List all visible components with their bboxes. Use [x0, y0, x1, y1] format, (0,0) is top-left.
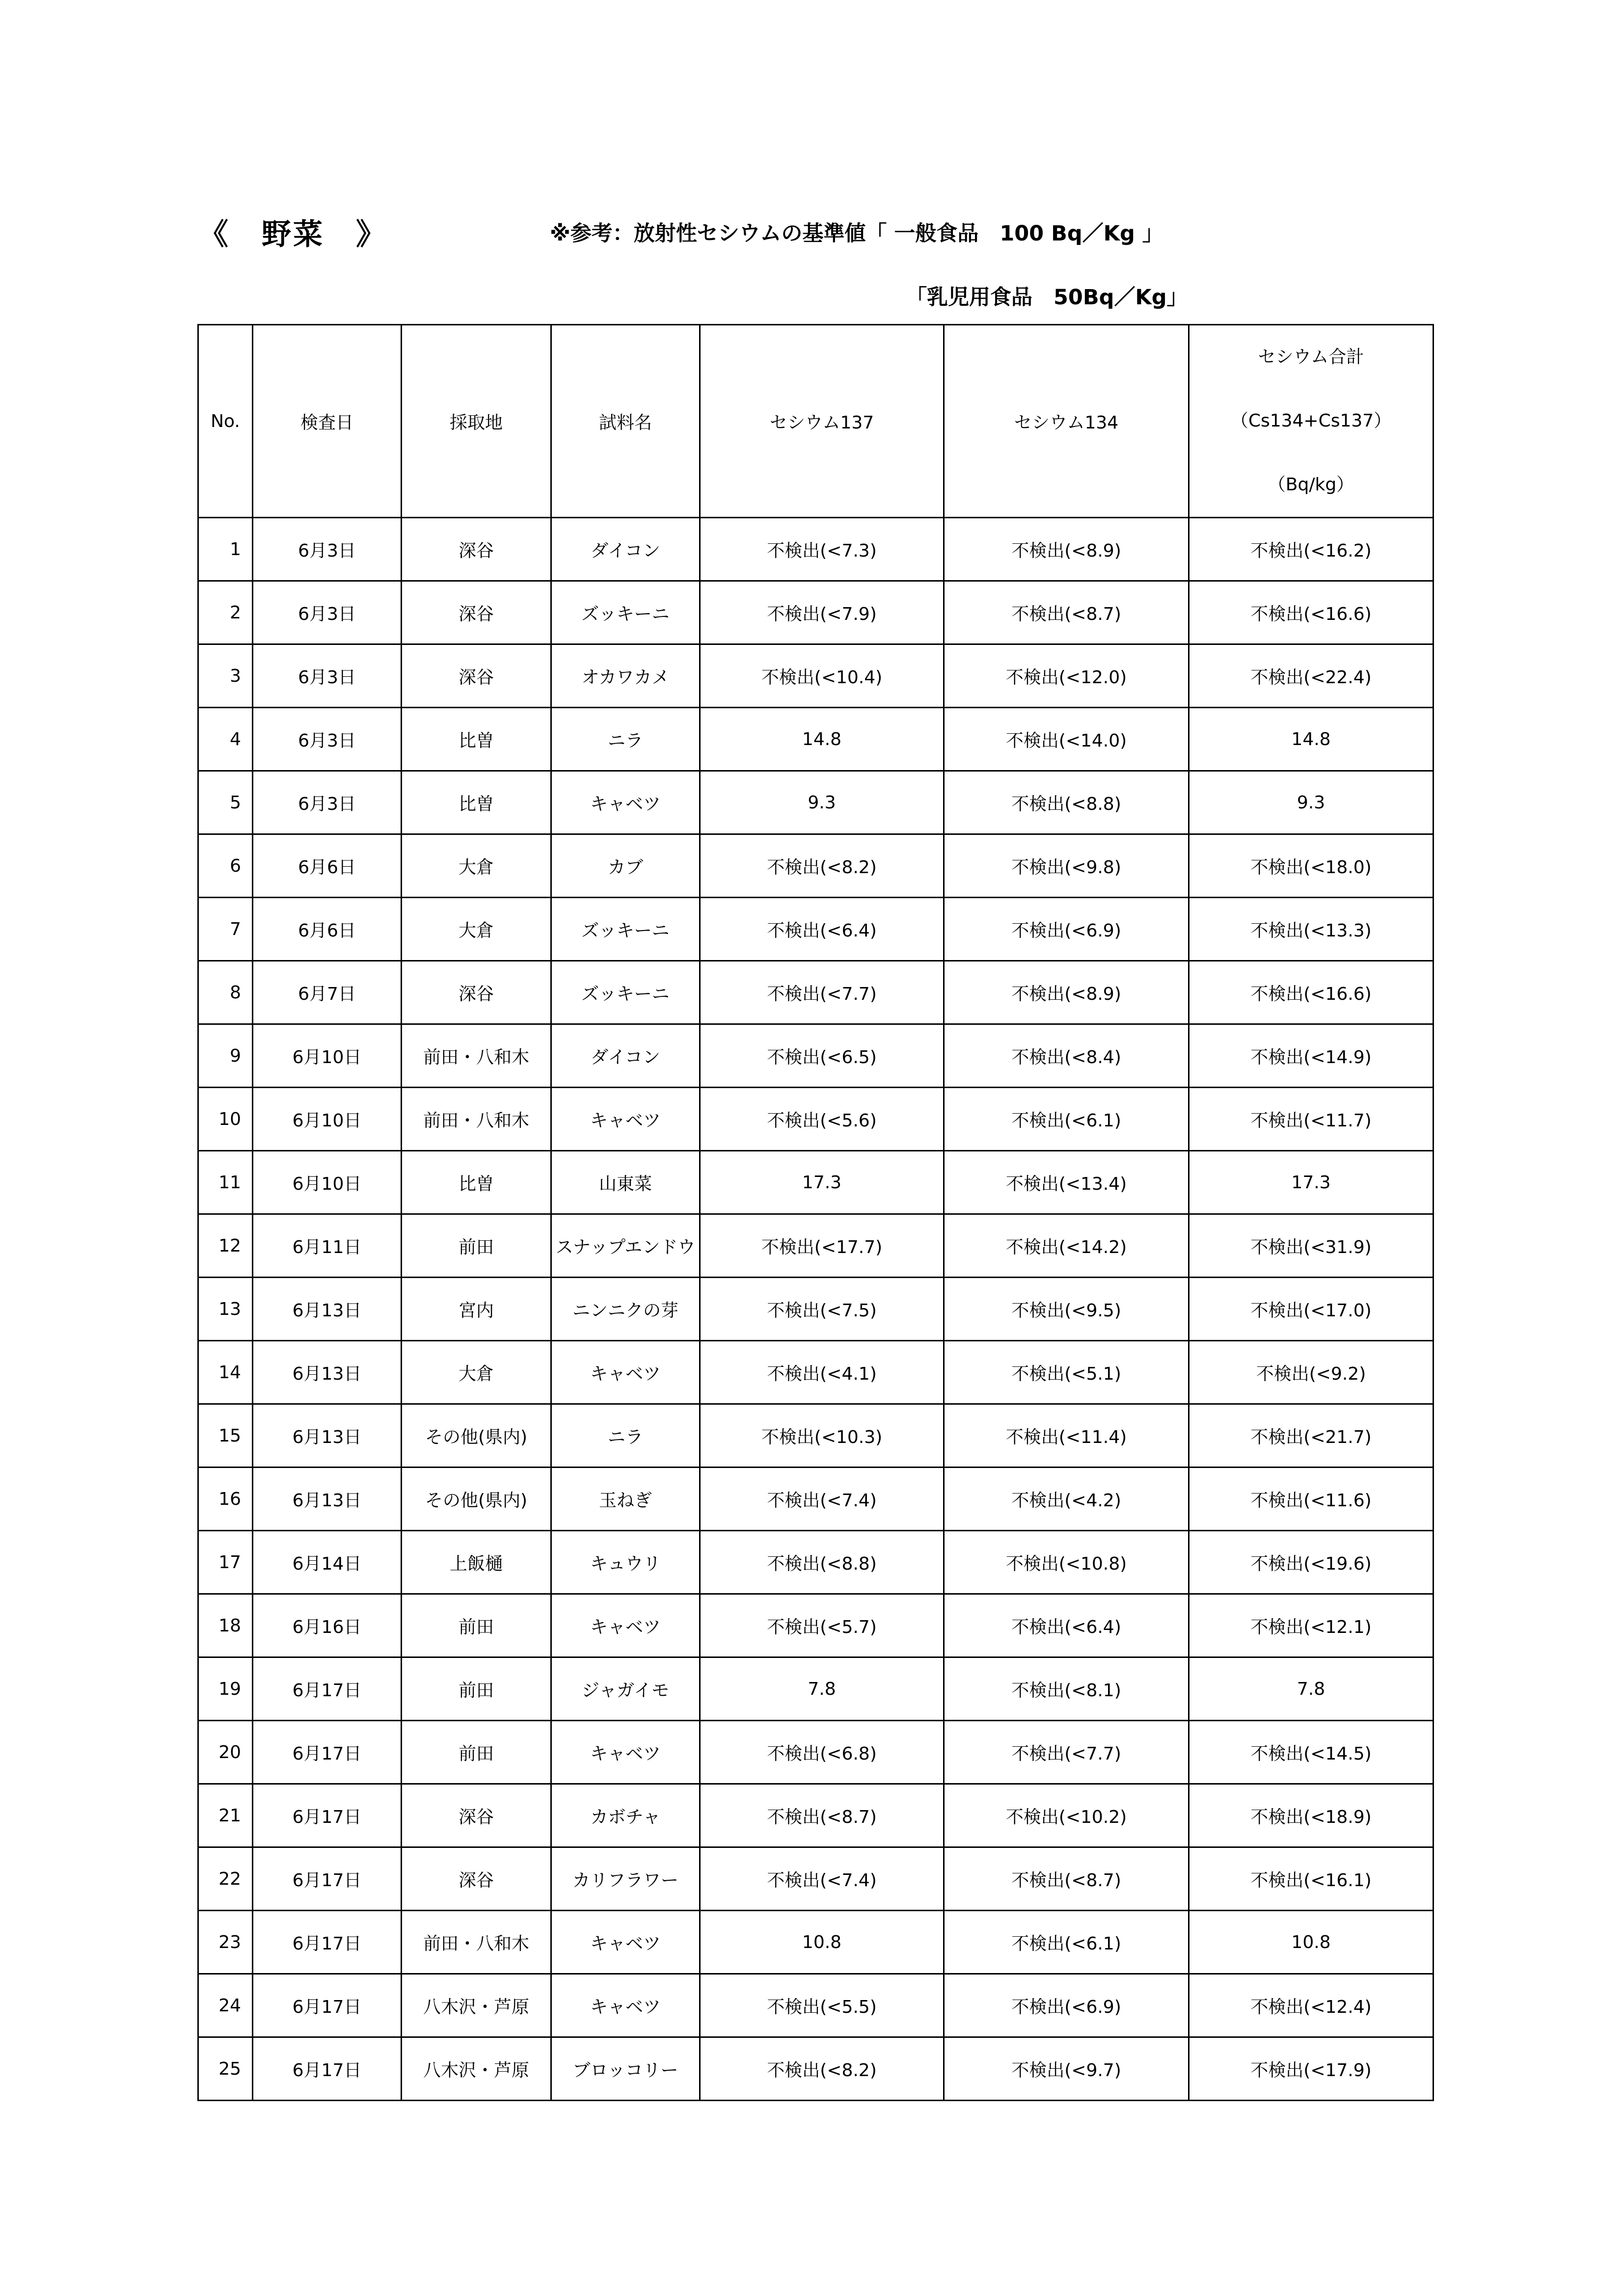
cell-cs134: 不検出(<14.2) [944, 1214, 1189, 1278]
header-total-line3: （Bq/kg） [1268, 475, 1354, 495]
header-location: 採取地 [402, 325, 551, 518]
cell-sample: ダイコン [551, 1024, 700, 1088]
cell-location: 深谷 [402, 961, 551, 1024]
cell-location: 比曽 [402, 1151, 551, 1214]
cell-date: 6月10日 [253, 1024, 402, 1088]
table-row [198, 1911, 1434, 1974]
reference-general-limit: ※参考：放射性セシウムの基準値「 一般食品 100 Bq／Kg 」 [550, 221, 1163, 246]
cell-date: 6月3日 [253, 518, 402, 581]
cell-total: 17.3 [1189, 1151, 1434, 1214]
cell-sample: ズッキーニ [551, 581, 700, 644]
cell-cs137: 不検出(<5.6) [700, 1088, 944, 1151]
table-row [198, 518, 1434, 581]
cell-cs134: 不検出(<8.9) [944, 518, 1189, 581]
cell-cs137: 不検出(<7.4) [700, 1847, 944, 1911]
cell-location: 深谷 [402, 1784, 551, 1847]
cell-no: 5 [198, 771, 253, 834]
cell-date: 6月6日 [253, 898, 402, 961]
table-row [198, 1784, 1434, 1847]
table-row [198, 1278, 1434, 1341]
cell-cs137: 不検出(<5.7) [700, 1594, 944, 1657]
cell-cs134: 不検出(<6.1) [944, 1088, 1189, 1151]
cell-cs134: 不検出(<12.0) [944, 644, 1189, 708]
cell-location: 前田・八和木 [402, 1911, 551, 1974]
cell-cs137: 不検出(<7.3) [700, 518, 944, 581]
cell-location: 前田 [402, 1214, 551, 1278]
table-row [198, 1721, 1434, 1784]
cell-date: 6月17日 [253, 1784, 402, 1847]
cell-total: 10.8 [1189, 1911, 1434, 1974]
cell-location: 大倉 [402, 834, 551, 898]
table-row [198, 771, 1434, 834]
cell-total: 不検出(<21.7) [1189, 1404, 1434, 1468]
cell-no: 21 [198, 1784, 253, 1847]
cell-location: 深谷 [402, 581, 551, 644]
cell-location: 比曽 [402, 708, 551, 771]
header-cs134: セシウム134 [944, 325, 1189, 518]
cell-cs137: 不検出(<6.8) [700, 1721, 944, 1784]
cell-cs137: 不検出(<7.4) [700, 1468, 944, 1531]
table-row [198, 1657, 1434, 1721]
cell-cs134: 不検出(<9.7) [944, 2037, 1189, 2101]
cell-cs134: 不検出(<6.4) [944, 1594, 1189, 1657]
cell-sample: オカワカメ [551, 644, 700, 708]
cell-cs134: 不検出(<5.1) [944, 1341, 1189, 1404]
cell-cs134: 不検出(<9.8) [944, 834, 1189, 898]
cell-cs134: 不検出(<6.1) [944, 1911, 1189, 1974]
table-row [198, 1341, 1434, 1404]
cell-no: 7 [198, 898, 253, 961]
cell-cs134: 不検出(<8.8) [944, 771, 1189, 834]
cell-date: 6月17日 [253, 1721, 402, 1784]
cell-cs134: 不検出(<8.1) [944, 1657, 1189, 1721]
cell-no: 23 [198, 1911, 253, 1974]
cell-no: 17 [198, 1531, 253, 1594]
cell-location: 深谷 [402, 518, 551, 581]
cell-sample: 玉ねぎ [551, 1468, 700, 1531]
cell-sample: 山東菜 [551, 1151, 700, 1214]
cell-date: 6月14日 [253, 1531, 402, 1594]
cell-date: 6月13日 [253, 1278, 402, 1341]
cell-location: 八木沢・芦原 [402, 1974, 551, 2037]
cell-no: 20 [198, 1721, 253, 1784]
cell-sample: カブ [551, 834, 700, 898]
cell-cs134: 不検出(<8.4) [944, 1024, 1189, 1088]
cell-sample: ブロッコリー [551, 2037, 700, 2101]
cell-cs134: 不検出(<8.9) [944, 961, 1189, 1024]
cell-sample: キャベツ [551, 1974, 700, 2037]
header-total-line2: （Cs134+Cs137） [1230, 411, 1392, 431]
cell-location: 深谷 [402, 1847, 551, 1911]
header-cs137: セシウム137 [700, 325, 944, 518]
cell-cs137: 9.3 [700, 771, 944, 834]
cell-total: 不検出(<18.9) [1189, 1784, 1434, 1847]
cell-date: 6月17日 [253, 1974, 402, 2037]
table-row [198, 1088, 1434, 1151]
cell-location: 前田・八和木 [402, 1088, 551, 1151]
header-total-line1: セシウム合計 [1258, 347, 1364, 367]
table-row [198, 1974, 1434, 2037]
table-row [198, 1024, 1434, 1088]
cell-cs137: 7.8 [700, 1657, 944, 1721]
cesium-results-table [197, 324, 1434, 2101]
cell-cs137: 不検出(<7.9) [700, 581, 944, 644]
cell-total: 14.8 [1189, 708, 1434, 771]
cell-total: 不検出(<16.1) [1189, 1847, 1434, 1911]
cell-location: 前田 [402, 1657, 551, 1721]
table-row [198, 644, 1434, 708]
cell-total: 7.8 [1189, 1657, 1434, 1721]
cell-total: 不検出(<18.0) [1189, 834, 1434, 898]
cell-no: 25 [198, 2037, 253, 2101]
table-row [198, 2037, 1434, 2101]
cell-no: 19 [198, 1657, 253, 1721]
cell-total: 9.3 [1189, 771, 1434, 834]
cell-location: 大倉 [402, 898, 551, 961]
cell-no: 8 [198, 961, 253, 1024]
table-row [198, 1531, 1434, 1594]
cell-total: 不検出(<11.6) [1189, 1468, 1434, 1531]
cell-date: 6月16日 [253, 1594, 402, 1657]
cell-sample: キャベツ [551, 1911, 700, 1974]
cell-cs137: 不検出(<8.8) [700, 1531, 944, 1594]
table-row [198, 1214, 1434, 1278]
cell-no: 9 [198, 1024, 253, 1088]
cell-location: その他(県内) [402, 1468, 551, 1531]
cell-location: その他(県内) [402, 1404, 551, 1468]
cell-location: 比曽 [402, 771, 551, 834]
cell-no: 4 [198, 708, 253, 771]
cell-location: 大倉 [402, 1341, 551, 1404]
cell-no: 24 [198, 1974, 253, 2037]
cell-cs134: 不検出(<8.7) [944, 581, 1189, 644]
cell-total: 不検出(<14.5) [1189, 1721, 1434, 1784]
header-sample: 試料名 [551, 325, 700, 518]
cell-cs134: 不検出(<7.7) [944, 1721, 1189, 1784]
cell-date: 6月17日 [253, 1657, 402, 1721]
cell-date: 6月17日 [253, 1847, 402, 1911]
cell-total: 不検出(<12.1) [1189, 1594, 1434, 1657]
cell-location: 八木沢・芦原 [402, 2037, 551, 2101]
cell-no: 14 [198, 1341, 253, 1404]
cell-cs137: 不検出(<8.7) [700, 1784, 944, 1847]
cell-cs137: 14.8 [700, 708, 944, 771]
cell-sample: キャベツ [551, 771, 700, 834]
table-header [198, 325, 1434, 518]
cell-cs134: 不検出(<6.9) [944, 898, 1189, 961]
cell-sample: キュウリ [551, 1531, 700, 1594]
table-row [198, 834, 1434, 898]
table-row [198, 1468, 1434, 1531]
cell-date: 6月3日 [253, 644, 402, 708]
cell-sample: ズッキーニ [551, 898, 700, 961]
cell-no: 3 [198, 644, 253, 708]
table-row [198, 961, 1434, 1024]
reference-infant-limit: 「乳児用食品 50Bq／Kg」 [906, 285, 1188, 310]
cell-sample: カボチャ [551, 1784, 700, 1847]
cell-total: 不検出(<16.2) [1189, 518, 1434, 581]
cell-no: 1 [198, 518, 253, 581]
cell-cs137: 17.3 [700, 1151, 944, 1214]
cell-cs137: 不検出(<17.7) [700, 1214, 944, 1278]
cell-cs137: 不検出(<10.3) [700, 1404, 944, 1468]
cell-cs134: 不検出(<11.4) [944, 1404, 1189, 1468]
cell-cs137: 不検出(<4.1) [700, 1341, 944, 1404]
cell-sample: ダイコン [551, 518, 700, 581]
cell-sample: カリフラワー [551, 1847, 700, 1911]
table-row [198, 1404, 1434, 1468]
cell-total: 不検出(<16.6) [1189, 961, 1434, 1024]
cell-total: 不検出(<17.0) [1189, 1278, 1434, 1341]
cell-cs134: 不検出(<10.8) [944, 1531, 1189, 1594]
cell-no: 6 [198, 834, 253, 898]
cell-location: 上飯樋 [402, 1531, 551, 1594]
cell-sample: スナップエンドウ [551, 1214, 700, 1278]
cell-date: 6月13日 [253, 1468, 402, 1531]
table-row [198, 898, 1434, 961]
cell-no: 16 [198, 1468, 253, 1531]
table-row [198, 1151, 1434, 1214]
cell-sample: ジャガイモ [551, 1657, 700, 1721]
cell-date: 6月17日 [253, 1911, 402, 1974]
cell-date: 6月3日 [253, 771, 402, 834]
table-row [198, 581, 1434, 644]
header-no: No. [198, 325, 253, 518]
table-row [198, 1594, 1434, 1657]
cell-date: 6月11日 [253, 1214, 402, 1278]
header-date: 検査日 [253, 325, 402, 518]
cell-cs134: 不検出(<8.7) [944, 1847, 1189, 1911]
cell-cs134: 不検出(<9.5) [944, 1278, 1189, 1341]
cell-total: 不検出(<17.9) [1189, 2037, 1434, 2101]
cell-sample: ニラ [551, 1404, 700, 1468]
cell-total: 不検出(<14.9) [1189, 1024, 1434, 1088]
cell-no: 12 [198, 1214, 253, 1278]
cell-date: 6月10日 [253, 1088, 402, 1151]
header-total [1189, 325, 1434, 518]
cell-cs137: 不検出(<8.2) [700, 834, 944, 898]
table-row [198, 1847, 1434, 1911]
section-title: 《 野菜 》 [199, 217, 387, 252]
cell-cs137: 不検出(<7.5) [700, 1278, 944, 1341]
cell-location: 前田・八和木 [402, 1024, 551, 1088]
cell-total: 不検出(<22.4) [1189, 644, 1434, 708]
cell-sample: ニラ [551, 708, 700, 771]
cell-location: 前田 [402, 1721, 551, 1784]
cell-total: 不検出(<12.4) [1189, 1974, 1434, 2037]
cell-cs134: 不検出(<6.9) [944, 1974, 1189, 2037]
cell-no: 11 [198, 1151, 253, 1214]
cell-cs134: 不検出(<14.0) [944, 708, 1189, 771]
cell-no: 13 [198, 1278, 253, 1341]
cell-cs137: 不検出(<7.7) [700, 961, 944, 1024]
cell-cs134: 不検出(<4.2) [944, 1468, 1189, 1531]
cell-sample: キャベツ [551, 1088, 700, 1151]
header-row [198, 325, 1434, 518]
cell-sample: ニンニクの芽 [551, 1278, 700, 1341]
cell-cs137: 不検出(<8.2) [700, 2037, 944, 2101]
cell-total: 不検出(<13.3) [1189, 898, 1434, 961]
cell-location: 深谷 [402, 644, 551, 708]
cell-no: 2 [198, 581, 253, 644]
cell-date: 6月3日 [253, 708, 402, 771]
cell-location: 宮内 [402, 1278, 551, 1341]
cell-cs137: 不検出(<6.4) [700, 898, 944, 961]
cell-location: 前田 [402, 1594, 551, 1657]
cell-no: 15 [198, 1404, 253, 1468]
cell-total: 不検出(<16.6) [1189, 581, 1434, 644]
cell-no: 10 [198, 1088, 253, 1151]
cell-total: 不検出(<19.6) [1189, 1531, 1434, 1594]
cell-cs137: 不検出(<5.5) [700, 1974, 944, 2037]
cell-date: 6月6日 [253, 834, 402, 898]
table-row [198, 708, 1434, 771]
cell-sample: キャベツ [551, 1594, 700, 1657]
cell-sample: ズッキーニ [551, 961, 700, 1024]
cell-cs134: 不検出(<13.4) [944, 1151, 1189, 1214]
cell-date: 6月13日 [253, 1404, 402, 1468]
cell-date: 6月10日 [253, 1151, 402, 1214]
cell-cs134: 不検出(<10.2) [944, 1784, 1189, 1847]
cell-cs137: 10.8 [700, 1911, 944, 1974]
cell-no: 22 [198, 1847, 253, 1911]
cell-sample: キャベツ [551, 1341, 700, 1404]
cell-total: 不検出(<11.7) [1189, 1088, 1434, 1151]
cell-date: 6月3日 [253, 581, 402, 644]
cell-date: 6月7日 [253, 961, 402, 1024]
cell-total: 不検出(<31.9) [1189, 1214, 1434, 1278]
cell-total: 不検出(<9.2) [1189, 1341, 1434, 1404]
cell-date: 6月13日 [253, 1341, 402, 1404]
cell-no: 18 [198, 1594, 253, 1657]
cell-date: 6月17日 [253, 2037, 402, 2101]
cell-cs137: 不検出(<6.5) [700, 1024, 944, 1088]
cell-cs137: 不検出(<10.4) [700, 644, 944, 708]
table-body [198, 518, 1434, 2101]
cell-sample: キャベツ [551, 1721, 700, 1784]
